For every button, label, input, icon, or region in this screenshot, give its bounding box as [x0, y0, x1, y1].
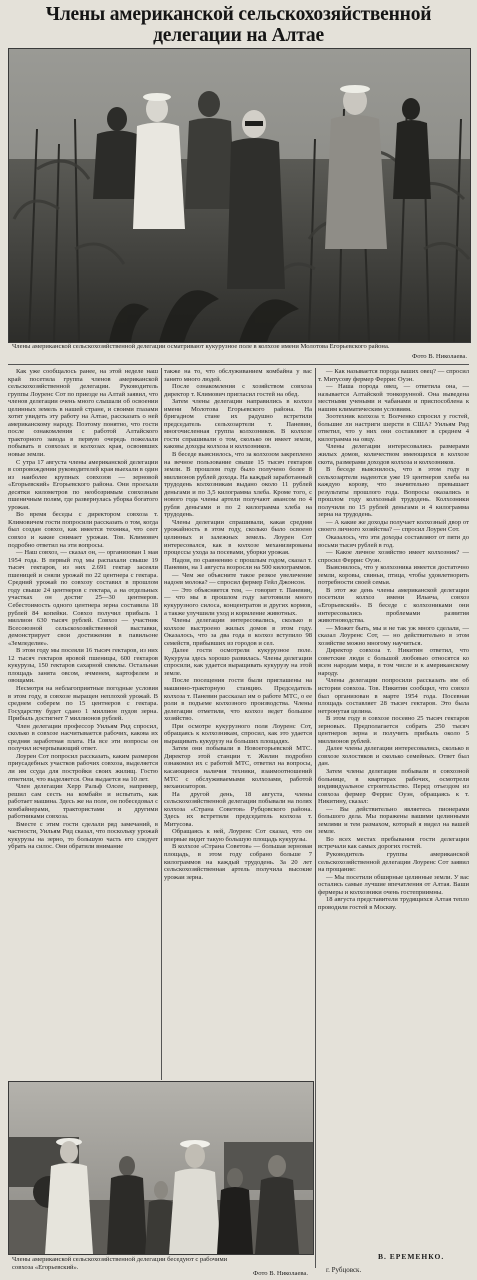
paragraph: — А какие же доходы получает колхозный двор от своего личного хозяйства? — спросил Лоурен Сот. — [318, 518, 469, 534]
paragraph: Обращаясь к ней, Лоуренс Сот сказал, что он впервые видит такую большую площадь кукурузы. — [164, 828, 312, 843]
paragraph: Член делегации профессор Уильям Рид спросил, сколько в совхозе насчитывается рабочих, какова их средняя заработная плата. На все эти вопросы он получил исчерпывающий ответ. — [8, 722, 158, 753]
paragraph: В беседе выяснилось, что за колхозом закреплено на вечное пользование свыше 15 тысяч гектаров земли. В прошлом году было получено более 8 миллионов рублей дохода. На каждый заработанный трудодень колхозникам выдано около 11 рублей деньгами и по 3,5 килограмма хлеба. Кроме того, с нового года члены артели получают авансом по 4 рубля деньгами и по 2 килограмма хлеба на трудодень. — [164, 451, 312, 519]
top-photo-caption — [12, 343, 467, 361]
bottom-photo-credit: Фото В. Николаева. — [253, 1270, 308, 1277]
paragraph: В этом году мы посеяли 16 тысяч гектаров, из них 12 тысяч гектаров яровой пшеницы, 600 гектаров кукурузы, 150 гектаров сахарной свеклы. Остальная площадь занята овсом, ячменем, картофелем и овощами. — [8, 647, 158, 685]
paragraph: В этом году в совхозе посеяно 25 тысяч гектаров зерновых. Предполагается собрать 250 тысяч центнеров зерна и получить прибыль около 5 миллионов рублей. — [318, 715, 469, 745]
paragraph: В колхозе «Страна Советов» — большая зерновая площадь, в этом году собрано больше 7 килограммов на каждый трудодень. За 20 лет сельскохозяйственная артель получила высокие урожаи зерна. — [164, 843, 312, 881]
paragraph: — Это объясняется тем, — говорит т. Паневин, — что мы в прошлом году заготовили много кукурузного силоса, концентратов и других кормов, а также улучшили уход и кормление животных. — [164, 586, 312, 617]
column-1 — [8, 368, 158, 1077]
paragraph: — Наш совхоз, — сказал он, — организован 1 мая 1954 года. В первый год мы распахали свыше 19 тысяч гектаров, из них 2.691 гектар засеяли пшеницей и сняли урожай по 22 центнера с гектара. Средний урожай по совхозу составил в прошлом году свыше 24 центнеров с гектара, а на отдельных участках он достиг 25—30 центнеров. Себестоимость одного центнера зерна составила 18 рублей 84 копейки. Совхоз получил прибыль 1 миллион 630 тысяч рублей. Совхоз — участник Всесоюзной сельскохозяйственной выставки, демонстрирует свои достижения в павильоне «Земледелие». — [8, 549, 158, 647]
paragraph: В беседе выяснилось, что в этом году в сельхозартели надеются уже 19 центнеров хлеба на каждую корову, что значительно превышает результаты прошлого года. Вопросы оказались в прошлом году колхозный трудодень. Колхозники получили по 15 рублей деньгами и 4 килограмма зерна на трудодень. — [318, 466, 469, 519]
paragraph: также на то, что обслуживанием комбайна у вас занято много людей. — [164, 368, 312, 383]
paragraph: — Может быть, мы и не так уж много сделали, — сказал Лоуренс Сот, — но действительно в этом хозяйстве можно многому научиться. — [318, 624, 469, 647]
paragraph: С утра 17 августа члены американской делегации в сопровождении руководителей края выехали в один из наиболее крупных совхозов — зерновой «Егорьевский» Егорьевского района. Они проехали десятки километров по необозримым совхозным пшеничным полям, где развернулась уборка богатого урожая. — [8, 458, 158, 511]
paragraph: Затем члены делегации направились в колхоз имени Молотова Егорьевского района. На бригадном стане их радушно встретили председатель сельхозартели т. Паневин, многочисленная группа колхозников. В колхозе гости спрашивали о том, сколько он имеет земли, каковы доходы колхоза и колхозников. — [164, 398, 312, 451]
paragraph: Затем они побывали в Новоегорьевской МТС. Директор этой станции т. Жилин подробно ознакомил их с работой МТС, ответил на вопросы, касающиеся наличия техники, взаимоотношений МТС с обслуживаемыми колхозами, работой механизаторов. — [164, 745, 312, 791]
paragraph: После посещения гости были приглашены на машинно-тракторную станцию. Председатель колхоза т. Паневин рассказал им о работе МТС, о ее роли в подъеме колхозного производства. Члены делегации отметили, что колхоз ведет большое хозяйство. — [164, 677, 312, 723]
paragraph: При осмотре кукурузного поля Лоуренс Сот, обращаясь к колхозникам, спросил, как это удается выращивать кукурузу на больших площадях. — [164, 722, 312, 745]
bottom-photo — [8, 1081, 314, 1255]
column-3 — [318, 368, 469, 1248]
headline: Члены американской сельскохозяйственной делегации на Алтае — [45, 4, 432, 46]
column-divider-2 — [315, 368, 316, 1268]
paragraph: Член делегации Херр Ральф Олсен, например, решил сам сесть на комбайн и испытать, как работает машина. Здесь же на поле, он побеседовал с комбайнерами, трактористами и другими работниками совхоза. — [8, 783, 158, 821]
top-photo — [8, 48, 471, 343]
column-divider-1 — [161, 368, 162, 1080]
paragraph: Оказалось, что эти доходы составляют от пяти до восьми тысяч рублей в год. — [318, 534, 469, 549]
dateline-place: г. Рубцовск. — [326, 1266, 362, 1274]
bottom-photo-caption — [12, 1256, 308, 1278]
paragraph: 18 августа представители трудящихся Алтая тепло проводили гостей в Москву. — [318, 896, 469, 911]
paragraph: В этот же день члены американской делегации посетили колхоз имени Ильича, совхоз «Егорьевский». В беседе с колхозниками они интересовались проблемами развития животноводства. — [318, 586, 469, 625]
paragraph: Во время беседы с директором совхоза т. Климовичем гости попросили рассказать о том, когда был создан совхоз, как имеется техника, что сеет совхоз и какие снимает урожаи. Тов. Климович подробно ответил на эти вопросы. — [8, 511, 158, 549]
paragraph: Далее гости осмотрели кукурузное поле. Кукуруза здесь хорошо развилась. Члены делегации спросили, как удается выращивать кукурузу на этой земле. — [164, 647, 312, 677]
top-photo-credit: Фото В. Николаева. — [412, 353, 467, 360]
paragraph: Члены делегации спрашивали, какая средняя урожайность в этом году, сколько было освоено целинных и залежных земель. Лоурен Сот интересовался, как в колхозе механизированы процессы ухода за посевами, уборки урожая. — [164, 518, 312, 557]
paragraph: — Чем же объясните такое резкое увеличение надоев молока? — спросил фермер Гейл Джонсон. — [164, 571, 312, 587]
paragraph: Зоотехник колхоза т. Волченко спросил у гостей, большие ли настриги шерсти в США? Уильям Рид ответил, что у них они составляют в среднем 4 килограмма на овцу. — [318, 413, 469, 443]
paragraph: Руководитель группы американской сельскохозяйственной делегации Лоуренс Сот заявил на прощание: — [318, 851, 469, 874]
paragraph: — Как называется порода ваших овец? — спросил т. Митусову фермер Феррис Оуэн. — [318, 368, 469, 383]
workers-photo-illustration — [9, 1082, 313, 1254]
paragraph: Далее члены делегации интересовались, сколько в совхозе холостяков и сколько семейных. Ответ был дан. — [318, 745, 469, 768]
cornfield-photo-illustration — [9, 49, 470, 342]
paragraph: На другой день, 18 августа, члены сельскохозяйственной делегации побывали на полях колхоза «Страна Советов» Рубцовского района. Здесь их встретили председатель колхоза т. Митусова. — [164, 790, 312, 828]
paragraph: Лоурен Сот попросил рассказать, каким размером приусадебных участков рабочих совхоза, выделяется ли им ссуда для постройки своих жилищ. Гостю ответили, что выделяется. Она выдается на 10 лет. — [8, 752, 158, 783]
paragraph: Затем члены делегации побывали в совхозной больнице, в квартирах рабочих, осмотрели индивидуальное строительство. Перед отъездом из совхоза фермер Феррис Оуэн, обращаясь к т. Никитину, сказал: — [318, 767, 469, 806]
divider-top — [8, 364, 469, 365]
paragraph: — Мы посетили обширные целинные земли. У вас остались самые лучшие впечатления от Алтая. Ваши фермеры и колхозники очень гостеприимны. — [318, 873, 469, 896]
paragraph: Выяснилось, что у колхозника имеется достаточно земли, коровы, свиньи, птица, чтобы удовлетворить потребности своей семьи. — [318, 564, 469, 587]
paragraph: Члены делегации интересовались размерами жилых домов, количеством имеющихся в колхозе скота, размерами доходов колхоза и колхозников. — [318, 443, 469, 466]
paragraph: Члены делегации интересовались, сколько в колхозе выстроено жилых домов в этом году. Оказалось, что за два года в колхоз вступило 98 семейств, прибывших из городов и сел. — [164, 617, 312, 647]
author-signature: В. ЕРЕМЕНКО. — [378, 1252, 445, 1261]
paragraph: — Вы действительно являетесь пионерами большого дела. Мы поражены вашими целинными землями и тем размахом, который я видел на вашей земле. — [318, 805, 469, 836]
bottom-caption-text: Члены американской сельскохозяйственной делегации беседуют с рабочими совхоза «Егорьевский». — [12, 1256, 228, 1271]
paragraph: Как уже сообщалось ранее, на этой неделе наш край посетила группа членов американской сельскохозяйственной делегации. Руководитель группы Лоуренс Сот по приезде на Алтай заявил, что членов делегации очень много слышали об освоении целинных земель в нашей стране, и своими глазами хотят увидеть эту работу на Алтае, рассказать о ней американскому народу. Поэтому понятно, что гости после ознакомления с работой Алтайского тракторного завода в первую очередь пожелали побывать в совхозах и колхозах края, освоивших новые земли. — [8, 368, 158, 459]
paragraph: Во всех местах пребывания гости делегации встречали как самых дорогих гостей. — [318, 835, 469, 851]
paragraph: Директор совхоза т. Никитин ответил, что советские люди с большой любовью относятся ко всем народам мира, в том числе и к американскому народу. — [318, 647, 469, 677]
top-caption-text: Члены американской сельскохозяйственной делегации осматривают кукурузное поле в колхозе имени Молотова Егорьевского района. — [12, 343, 390, 350]
paragraph: Несмотря на неблагоприятные погодные условия в этом году, в совхозе выращен неплохой урожай. В среднем соберем по 15 центнеров с гектара. Государству будет сдано 1 миллион пудов зерна. Прибыль достигнет 7 миллионов рублей. — [8, 684, 158, 723]
paragraph: После ознакомления с хозяйством совхоза директор т. Климович пригласил гостей на обед. — [164, 383, 312, 398]
paragraph: Члены делегации попросили рассказать им об истории совхоза. Тов. Никитин сообщил, что совхоз был организован в марте 1954 года. Посевная площадь составляет 28 тысяч гектаров. Это была нетронутая целина. — [318, 677, 469, 715]
paragraph: Вместе с этим гости сделали ряд замечаний, в частности, Уильям Рид сказал, что поскольку урожай кукурузы на зерно, то большую часть его следует убрать на силос. Они обратили внимание — [8, 820, 158, 851]
column-2 — [164, 368, 312, 1077]
paragraph: — Наша порода овец, — ответила она, — называется Алтайской тонкорунной. Она выведена местными учеными и чабанами и приспособлена к нашим климатическим условиям. — [318, 383, 469, 413]
paragraph: — Какое личное хозяйство имеет колхозник? — спросил Феррис Оуэн. — [318, 549, 469, 564]
paragraph: Надои, по сравнению с прошлым годом, сказал т. Паневин, на 1 августа возросли на 500 килограммов. — [164, 556, 312, 572]
